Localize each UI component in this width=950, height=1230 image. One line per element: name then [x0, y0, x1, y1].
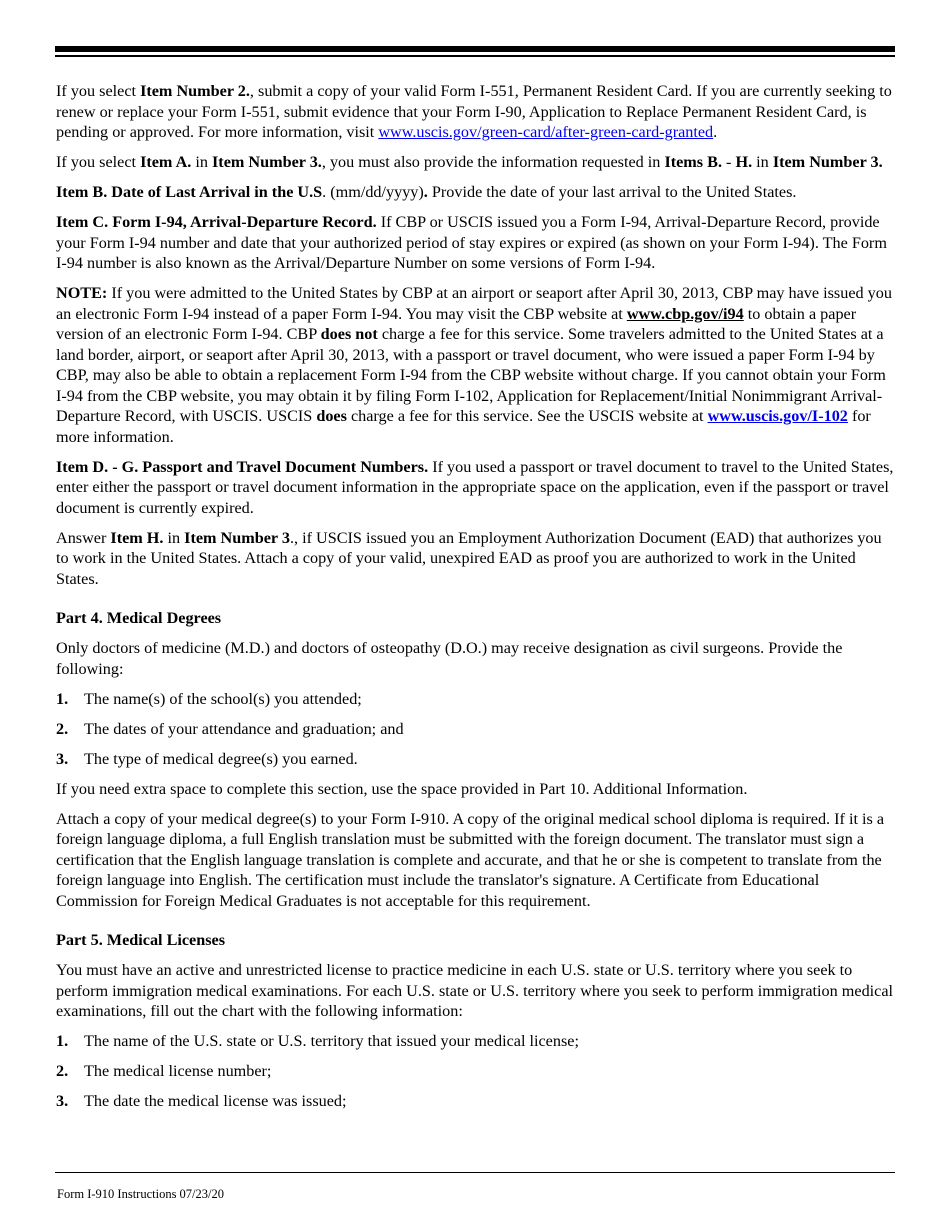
instructions-body [56, 81, 896, 1121]
part-5-heading: Part 5. Medical Licenses [56, 931, 226, 949]
paragraph-item-c: Item C. Form I-94, Arrival-Departure Record. If CBP or USCIS issued you a Form I-94, Arrival-Departure Record, provide your Form I-94 number and date that your authorized period of stay expires or expired (as shown on your Form I-94). The Form I-94 number is also known as the Arrival/Departure Number on some versions of Form I-94. [56, 213, 887, 272]
list-item: 2. The dates of your attendance and graduation; and [56, 719, 404, 738]
footer-form-id: Form I-910 Instructions 07/23/20 [57, 1187, 225, 1201]
cbp-i94-link[interactable]: www.cbp.gov/i94 [626, 304, 744, 323]
part-4-extra-space: If you need extra space to complete this section, use the space provided in Part 10. Additional Information. [56, 779, 748, 798]
green-card-link[interactable]: www.uscis.gov/green-card/after-green-card-granted [378, 123, 714, 141]
header-rule-thin [55, 55, 895, 57]
paragraph-item-number-3: If you select Item A. in Item Number 3., you must also provide the information requested in Items B. - H. in Item Number 3. [56, 153, 883, 171]
list-item: 3. The type of medical degree(s) you earned. [56, 749, 358, 768]
list-item: 1. The name(s) of the school(s) you attended; [56, 689, 362, 708]
footer-rule [55, 1172, 895, 1173]
uscis-i102-link[interactable]: www.uscis.gov/I-102 [707, 407, 848, 425]
paragraph-note: NOTE: If you were admitted to the United States by CBP at an airport or seaport after April 30, 2013, CBP may have issued you an electronic Form I-94 instead of a paper Form I-94. You may visit the CBP website at www.cbp.gov/i94 to obtain a paper version of an electronic Form I-94. CBP does not charge a fee for this service. Some travelers admitted to the United States at a land border, airport, or seaport after April 30, 2013, with a passport or travel document, who were issued a paper Form I-94 by CBP, may also be able to obtain a replacement Form I-94 from the CBP website without charge. If you cannot obtain your Form I-94 from the CBP website, you may obtain it by filing Form I-102, Application for Replacement/Initial Nonimmigrant Arrival-Departure Record, with USCIS. USCIS does charge a fee for this service. See the USCIS website at www.uscis.gov/I-102 for more information. [56, 284, 892, 446]
list-item: 3. The date the medical license was issued; [56, 1092, 347, 1110]
list-item: 1. The name of the U.S. state or U.S. territory that issued your medical license; [56, 1032, 579, 1050]
paragraph-item-h: Answer Item H. in Item Number 3., if USCIS issued you an Employment Authorization Document (EAD) that authorizes you to work in the United States. Attach a copy of your valid, unexpired EAD as proof you are authorized to work in the United States. [56, 528, 882, 588]
part-4-attach: Attach a copy of your medical degree(s) to your Form I-910. A copy of the original medical school diploma is required. If it is a foreign language diploma, a full English translation must be submitted with the foreign document. The translator must sign a certification that the English language translation is complete and accurate, and that he or she is competent to translate from the foreign language into English. The certification must include the translator's signature. A Certificate from Educational Commission for Foreign Medical Graduates is not acceptable for this requirement. [56, 809, 885, 910]
paragraph-item-d-g: Item D. - G. Passport and Travel Document Numbers. If you used a passport or travel document to travel to the United States, enter either the passport or travel document information in the appropriate space on the application, even if the passport or travel document is currently expired. [56, 457, 894, 517]
header-rule [55, 46, 895, 52]
paragraph-item-b: Item B. Date of Last Arrival in the U.S. (mm/dd/yyyy). Provide the date of your last arrival to the United States. [56, 183, 797, 201]
paragraph-item-number-2: If you select Item Number 2., submit a copy of your valid Form I-551, Permanent Resident Card. If you are currently seeking to renew or replace your Form I-551, submit evidence that your Form I-90, Application to Replace Permanent Resident Card, is pending or approved. For more information, visit www.uscis.gov/green-card/after-green-card-granted. [56, 82, 892, 141]
part-4-heading: Part 4. Medical Degrees [56, 609, 222, 627]
list-item: 2. The medical license number; [56, 1062, 272, 1080]
part-5-intro: You must have an active and unrestricted license to practice medicine in each U.S. state or U.S. territory where you seek to perform immigration medical examinations. For each U.S. state or U.S. territory where you seek to perform immigration medical examinations, fill out the chart with the following information: [56, 961, 894, 1020]
part-4-intro: Only doctors of medicine (M.D.) and doctors of osteopathy (D.O.) may receive designation as civil surgeons. Provide the following: [56, 639, 843, 678]
